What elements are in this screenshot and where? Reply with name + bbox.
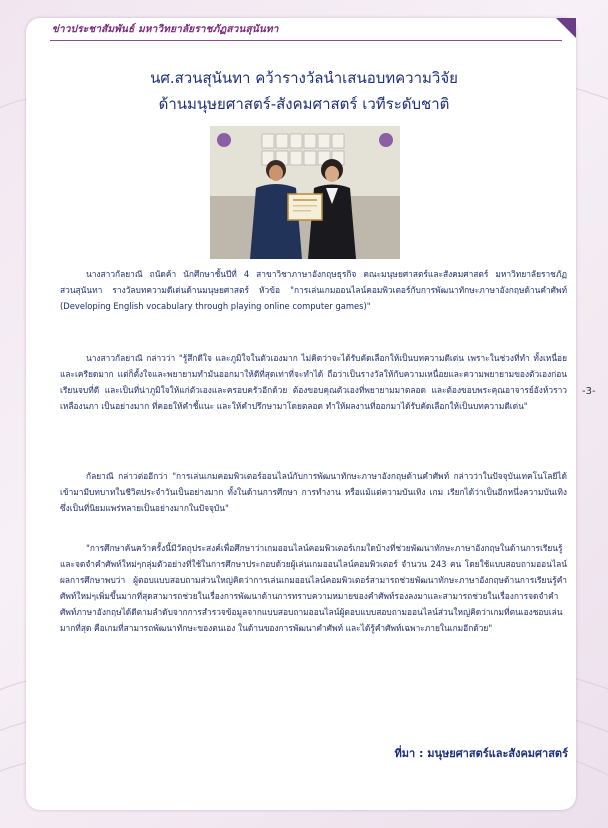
article-title-line-2: ด้านมนุษยศาสตร์-สังคมศาสตร์ เวทีระดับชาติ xyxy=(158,95,450,113)
article-paragraph-1: นางสาวกัลยาณี ถนัดค้า นักศึกษาชั้นปีที่ 4 สาขาวิชาภาษาอังกฤษธุรกิจ คณะมนุษยศาสตร์และสังคมศาสตร์ มหาวิทยาลัยราชภัฏสวนสุนันทา รางวัลบทความดีเด่นด้านมนุษยศาสตร์ หัวข้อ "การเล่นเกมออนไลน์คอมพิวเตอร์กับการพัฒนาทักษะภาษาอังกฤษด้านคำศัพท์ (Developing English vocabulary through playing online computer games)" xyxy=(60,269,567,311)
header-label: ข่าวประชาสัมพันธ์ มหาวิทยาลัยราชภัฏสวนสุนันทา xyxy=(52,24,279,35)
page-number: -3- xyxy=(582,386,596,397)
article-paragraph-3: กัลยาณี กล่าวต่ออีกว่า "การเล่นเกมคอมพิวเตอร์ออนไลน์กับการพัฒนาทักษะภาษาอังกฤษด้านคำศัพท์ กล่าวว่าในปัจจุบันเทคโนโลยีได้เข้ามามีบทบาทในชีวิตประจำวันเป็นอย่างมาก ทั้งในด้านการศึกษา การทำงาน หรือแม้แต่ความบันเทิง เกม เรียกได้ว่าเป็นอีกหนึ่งความบันเทิง ซึ่งเป็นที่นิยมแพร่หลายเป็นอย่างมากในปัจจุบัน" xyxy=(60,471,567,513)
source-credit: ที่มา : มนุษยศาสตร์และสังคมศาสตร์ xyxy=(394,747,568,760)
article-paragraph-4: "การศึกษาค้นคว้าครั้งนี้มีวัตถุประสงค์เพื่อศึกษาว่าเกมออนไลน์คอมพิวเตอร์เกมใดบ้างที่ช่วยพัฒนาทักษะภาษาอังกฤษในด้านการเรียนรู้และจดจำคำศัพท์ใหม่ๆกลุ่มตัวอย่างที่ใช้ในการศึกษาประกอบด้วยผู้เล่นเกมออนไลน์คอมพิวเตอร์ จำนวน 243 คน โดยใช้แบบสอบถามออนไลน์ ผลการศึกษาพบว่า ผู้ตอบแบบสอบถามส่วนใหญ่คิดว่าการเล่นเกมออนไลน์คอมพิวเตอร์สามารถช่วยพัฒนาทักษะภาษาอังกฤษด้านการเรียนรู้คำศัพท์ใหม่ๆเพิ่มขึ้นมากที่สุดสามารถช่วยในเรื่องการพัฒนาด้านการทราบความหมายของคำศัพท์รองลงมาและสามารถช่วยในเรื่องการจดจำคำศัพท์ภาษาอังกฤษได้ดีตามลำดับจากการสำรวจข้อมูลจากแบบสอบถามออนไลน์ผู้ตอบแบบสอบถามออนไลน์ส่วนใหญ่คิดว่าเกมที่ตนเองชอบเล่นมากที่สุด คือเกมที่สามารถพัฒนาทักษะของตนเอง ในด้านของการพัฒนาคำศัพท์ และได้รู้คำศัพท์เฉพาะภายในเกมอีกด้วย" xyxy=(60,543,567,633)
award-photo-illustration xyxy=(210,126,400,259)
award-photo xyxy=(210,126,400,259)
article-title-line-1: นศ.สวนสุนันทา คว้ารางวัลนำเสนอบทความวิจัย xyxy=(150,69,458,87)
header-divider xyxy=(50,40,562,41)
article-paragraph-2: นางสาวกัลยาณี กล่าวว่า "รู้สึกดีใจ และภูมิใจในตัวเองมาก ไม่คิดว่าจะได้รับคัดเลือกให้เป็นบทความดีเด่น เพราะในช่วงที่ทำ ทั้งเหนื่อยและเครียดมาก แต่ก็ตั้งใจและพยายามทำมันออกมาให้ดีที่สุดเท่าที่จะทำได้ ถือว่าเป็นรางวัลให้กับความเหนื่อยและความพยายามของตัวเองก่อนเรียนจบที่ดี และเป็นที่น่าภูมิใจให้แก่ตัวเองและครอบครัวอีกด้วย ต้องขอบคุณตัวเองที่พยายามมาตลอด และต้องขอบพระคุณอาจารย์อังห์วราว เหลืองนภา เป็นอย่างมาก ที่คอยให้คำชี้แนะ และให้คำปรึกษามาโดยตลอด ทำให้ผลงานที่ออกมาได้รับคัดเลือกให้เป็นบทความดีเด่น" xyxy=(60,353,567,411)
corner-decoration xyxy=(556,18,576,38)
